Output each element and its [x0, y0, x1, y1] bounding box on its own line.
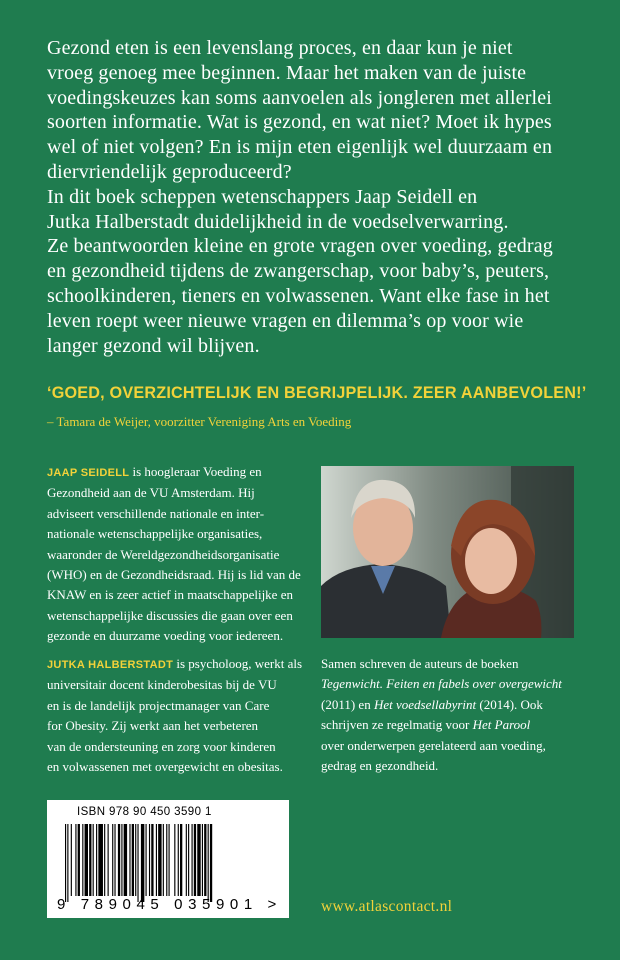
- barcode-digits: 9 789045 035901 >: [57, 896, 282, 913]
- barcode-bar: [121, 824, 122, 896]
- back-cover-blurb: [47, 36, 592, 358]
- bio-line: en volwassenen met overgewicht en obesitas.: [47, 759, 283, 775]
- barcode-bar: [67, 824, 68, 902]
- bio-line: en is de landelijk projectmanager van Care: [47, 697, 270, 713]
- author-bio-halberstadt: [47, 654, 307, 777]
- author-bio-seidell: [47, 462, 307, 647]
- authors-photo-illustration: [321, 466, 574, 638]
- bio-line: adviseert verschillende nationale en inter-: [47, 505, 265, 521]
- barcode-bar: [65, 824, 66, 902]
- bio-line: universitair docent kinderobesitas bij de VU: [47, 677, 277, 693]
- photo-caption: [321, 654, 576, 776]
- blurb-line: schoolkinderen, tieners en volwassenen. Want elke fase in het: [47, 284, 550, 307]
- bio-line: waaronder de Wereldgezondheidsorganisatie: [47, 546, 280, 562]
- barcode-bar: [114, 824, 115, 896]
- barcode-bar: [178, 824, 179, 896]
- caption-line: over onderwerpen gerelateerd aan voeding,: [321, 737, 546, 753]
- barcode-bar: [89, 824, 91, 896]
- barcode-bar: [166, 824, 167, 896]
- blurb-line: langer gezond wil blijven.: [47, 334, 260, 357]
- barcode-bar: [192, 824, 193, 896]
- barcode-bar: [202, 824, 203, 896]
- barcode-bar: [186, 824, 187, 896]
- barcode-bar: [96, 824, 97, 896]
- review-quote: ‘GOED, OVERZICHTELIJK EN BEGRIJPELIJK. ZEER AANBEVOLEN!’: [47, 384, 587, 402]
- bio-line: for Obesity. Zij werkt aan het verbeteren: [47, 718, 259, 734]
- caption-line: Samen schreven de auteurs de boeken: [321, 656, 519, 671]
- bio-line: KNAW en is zeer actief in maatschappelijke en: [47, 587, 293, 603]
- barcode-bar: [204, 824, 206, 896]
- barcode-bar: [188, 824, 189, 896]
- barcode-bar: [71, 824, 72, 896]
- barcode-bar: [132, 824, 134, 896]
- barcode-bar: [135, 824, 136, 896]
- barcode-bar: [149, 824, 150, 896]
- barcode-bar: [169, 824, 170, 896]
- caption-text: schrijven ze regelmatig voor: [321, 717, 473, 733]
- blurb-line: vroeg genoeg mee beginnen. Maar het maken van de juiste: [47, 61, 527, 84]
- barcode-bar: [129, 824, 130, 896]
- bio-line: [47, 654, 307, 675]
- barcode-bar: [141, 824, 144, 902]
- author-name: JAAP SEIDELL: [47, 467, 130, 479]
- barcode-bar: [112, 824, 113, 896]
- barcode-bar: [197, 824, 200, 896]
- barcode-bar: [208, 824, 209, 902]
- review-attribution: – Tamara de Weijer, voorzitter Vereniging Arts en Voeding: [47, 414, 352, 429]
- bio-line: Gezondheid aan de VU Amsterdam. Hij: [47, 485, 255, 501]
- author-name: JUTKA HALBERSTADT: [47, 659, 174, 671]
- barcode-bar: [82, 824, 83, 896]
- barcode-bar: [151, 824, 153, 896]
- caption-line: gedrag en gezondheid.: [321, 758, 439, 774]
- bio-line: (WHO) en de Gezondheidsraad. Hij is lid van de: [47, 567, 301, 583]
- barcode-bar: [174, 824, 175, 896]
- caption-text: (2014). Ook: [476, 696, 543, 712]
- bio-text: is psycholoog, werkt als: [173, 656, 303, 671]
- caption-line: [321, 695, 576, 715]
- blurb-line: soorten informatie. Wat is gezond, en wat niet? Moet ik hypes: [47, 111, 552, 134]
- blurb-line: leven roept weer nieuwe vragen en dilemma’s op voor wie: [47, 309, 524, 332]
- barcode-bar: [156, 824, 157, 896]
- barcode-bar: [78, 824, 80, 896]
- barcode-bar: [85, 824, 88, 896]
- blurb-line: diervriendelijk geproduceerd?: [47, 160, 292, 183]
- barcode-bar: [75, 824, 76, 896]
- bio-line: wetenschappelijke discussies die gaan over een: [47, 607, 293, 623]
- blurb-line: en gezondheid tijdens de zwangerschap, voor baby’s, peuters,: [47, 260, 550, 283]
- barcode-bar: [210, 824, 212, 902]
- barcode-bar: [137, 824, 138, 902]
- barcode-bar: [124, 824, 127, 896]
- bio-line: [47, 462, 307, 483]
- book-title: Het voedsellabyrint: [373, 696, 477, 712]
- barcode-bar: [158, 824, 161, 896]
- barcode-bar: [163, 824, 164, 896]
- bio-line: gezonde en duurzame voeding voor iedereen.: [47, 628, 284, 644]
- bio-text: is hoogleraar Voeding en: [129, 464, 262, 479]
- caption-line: [321, 715, 576, 735]
- bio-line: nationale wetenschappelijke organisaties,: [47, 526, 263, 542]
- isbn-barcode: [47, 800, 289, 918]
- blurb-line: voedingskeuzes kan soms aanvoelen als jongleren met allerlei: [47, 86, 552, 109]
- authors-photo: [321, 466, 574, 638]
- caption-text: (2011) en: [321, 696, 374, 712]
- blurb-line: Ze beantwoorden kleine en grote vragen over voeding, gedrag: [47, 235, 553, 258]
- barcode-bar: [98, 824, 103, 896]
- barcode-bar: [93, 824, 94, 896]
- blurb-line: In dit boek scheppen wetenschappers Jaap Seidell en: [47, 185, 478, 208]
- blurb-line: wel of niet volgen? En is mijn eten eigenlijk wel duurzaam en: [47, 136, 553, 159]
- book-title: Tegenwicht. Feiten en fabels over overgewicht: [321, 676, 562, 692]
- caption-line: [321, 674, 576, 694]
- blurb-line: Jutka Halberstadt duidelijkheid in de voedselverwarring.: [47, 210, 509, 233]
- barcode-bar: [118, 824, 120, 896]
- publisher-website[interactable]: www.atlascontact.nl: [321, 898, 453, 915]
- newspaper-title: Het Parool: [472, 717, 531, 733]
- barcode-bar: [108, 824, 109, 896]
- isbn-number: ISBN 978 90 450 3590 1: [77, 806, 212, 818]
- bio-line: van de ondersteuning en zorg voor kinderen: [47, 738, 276, 754]
- barcode-bar: [194, 824, 196, 896]
- blurb-line: Gezond eten is een levenslang proces, en daar kun je niet: [47, 37, 513, 59]
- barcode-bar: [180, 824, 182, 896]
- barcode-bar: [146, 824, 147, 896]
- barcode-bar: [104, 824, 105, 896]
